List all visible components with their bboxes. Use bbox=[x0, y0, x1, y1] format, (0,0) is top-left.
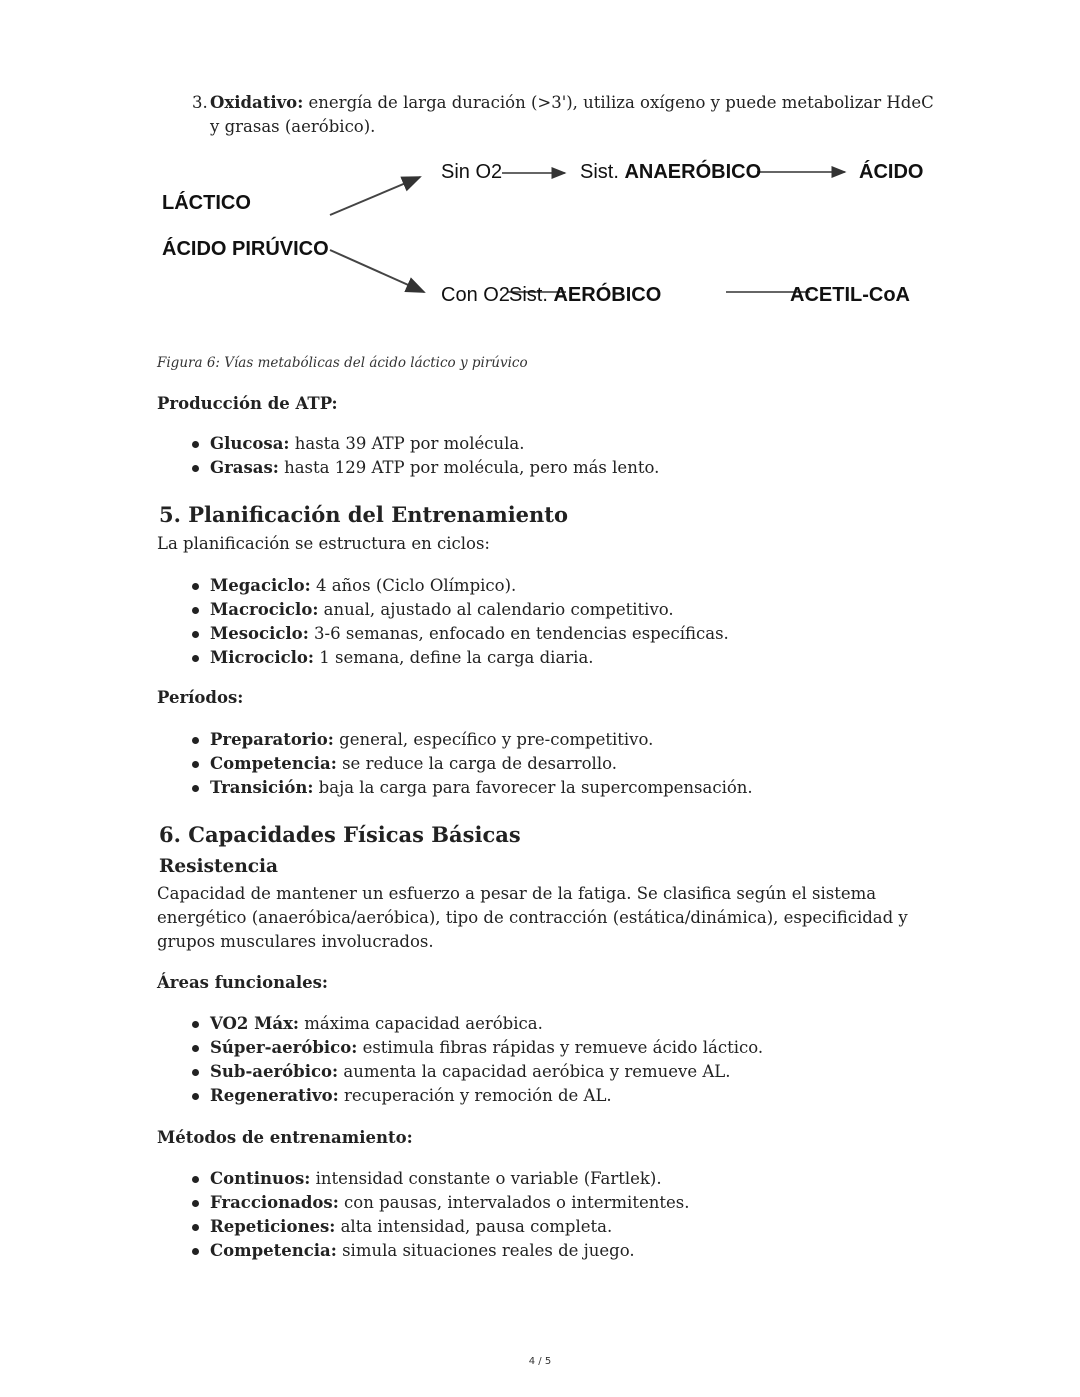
term: Macrociclo: bbox=[210, 600, 319, 619]
paragraph-line: Capacidad de mantener un esfuerzo a pesar de la fatiga. Se clasifica según el sistema bbox=[157, 884, 877, 903]
term: Sub-aeróbico: bbox=[210, 1062, 339, 1081]
arrow-down bbox=[330, 250, 424, 292]
atp-list bbox=[210, 432, 659, 480]
description: con pausas, intervalados o intermitentes. bbox=[338, 1193, 690, 1212]
list-item bbox=[210, 752, 753, 776]
label-con-o2: Con O2 bbox=[441, 284, 510, 306]
cycles-list bbox=[210, 574, 729, 670]
list-item bbox=[210, 622, 729, 646]
description: baja la carga para favorecer la supercompensación. bbox=[313, 778, 753, 797]
paragraph-line: grupos musculares involucrados. bbox=[157, 932, 434, 951]
description: intensidad constante o variable (Fartlek). bbox=[310, 1169, 662, 1188]
paragraph-line: energético (anaeróbica/aeróbica), tipo de contracción (estática/dinámica), especificidad y bbox=[157, 908, 908, 927]
description: energía de larga duración (>3'), utiliza oxígeno y puede metabolizar HdeC bbox=[303, 93, 934, 112]
label-sist-anaerobico bbox=[580, 161, 761, 184]
term: Súper-aeróbico: bbox=[210, 1038, 358, 1057]
description: estimula fibras rápidas y remueve ácido láctico. bbox=[357, 1038, 764, 1057]
methods-list bbox=[210, 1167, 689, 1263]
description: hasta 129 ATP por molécula, pero más lento. bbox=[278, 458, 660, 477]
label-acetil-coa: ACETIL-CoA bbox=[790, 284, 910, 306]
ordered-item-number: 3. bbox=[192, 93, 208, 112]
list-item bbox=[210, 1215, 689, 1239]
description: se reduce la carga de desarrollo. bbox=[336, 754, 617, 773]
term: Preparatorio: bbox=[210, 730, 334, 749]
periods-list bbox=[210, 728, 753, 800]
figure-caption: Figura 6: Vías metabólicas del ácido láctico y pirúvico bbox=[157, 355, 528, 371]
term: VO2 Máx: bbox=[210, 1014, 299, 1033]
areas-list bbox=[210, 1012, 763, 1108]
page-number: 4 / 5 bbox=[528, 1356, 552, 1367]
description: simula situaciones reales de juego. bbox=[336, 1241, 635, 1260]
list-item bbox=[210, 1036, 763, 1060]
term: Glucosa: bbox=[210, 434, 290, 453]
term: Regenerativo: bbox=[210, 1086, 339, 1105]
list-item bbox=[210, 728, 753, 752]
term: Oxidativo: bbox=[210, 93, 304, 112]
label-piruvico: ÁCIDO PIRÚVICO bbox=[162, 238, 329, 260]
term: Repeticiones: bbox=[210, 1217, 336, 1236]
list-item bbox=[210, 432, 659, 456]
section-6-heading: 6. Capacidades Físicas Básicas bbox=[159, 822, 521, 847]
list-item bbox=[210, 646, 729, 670]
label-sist-aerobico bbox=[509, 284, 661, 307]
list-item bbox=[210, 456, 659, 480]
list-item bbox=[210, 1239, 689, 1263]
description: general, específico y pre-competitivo. bbox=[333, 730, 654, 749]
label-acido: ÁCIDO bbox=[859, 161, 924, 183]
sist: Sist. bbox=[509, 284, 548, 306]
list-item bbox=[210, 598, 729, 622]
anaerobico: ANAERÓBICO bbox=[624, 161, 762, 183]
label-sin-o2: Sin O2 bbox=[441, 161, 503, 183]
sist: Sist. bbox=[580, 161, 619, 183]
description: hasta 39 ATP por molécula. bbox=[289, 434, 525, 453]
term: Megaciclo: bbox=[210, 576, 311, 595]
periods-label: Períodos: bbox=[157, 688, 244, 707]
term: Competencia: bbox=[210, 1241, 337, 1260]
list-item bbox=[210, 1191, 689, 1215]
ordered-item-continuation: y grasas (aeróbico). bbox=[210, 117, 376, 136]
list-item bbox=[210, 574, 729, 598]
arrow-up bbox=[330, 177, 420, 215]
description: 1 semana, define la carga diaria. bbox=[314, 648, 594, 667]
term: Transición: bbox=[210, 778, 314, 797]
description: alta intensidad, pausa completa. bbox=[335, 1217, 613, 1236]
term: Fraccionados: bbox=[210, 1193, 339, 1212]
description: aumenta la capacidad aeróbica y remueve AL. bbox=[338, 1062, 731, 1081]
areas-label: Áreas funcionales: bbox=[157, 973, 328, 992]
section-5-intro: La planificación se estructura en ciclos: bbox=[157, 534, 490, 553]
description: anual, ajustado al calendario competitivo. bbox=[318, 600, 674, 619]
term: Grasas: bbox=[210, 458, 279, 477]
description: máxima capacidad aeróbica. bbox=[299, 1014, 543, 1033]
term: Continuos: bbox=[210, 1169, 311, 1188]
resistencia-paragraph bbox=[157, 882, 908, 954]
list-item bbox=[210, 1167, 689, 1191]
description: recuperación y remoción de AL. bbox=[338, 1086, 612, 1105]
list-item bbox=[210, 1084, 763, 1108]
term: Mesociclo: bbox=[210, 624, 309, 643]
list-item bbox=[210, 1012, 763, 1036]
methods-label: Métodos de entrenamiento: bbox=[157, 1128, 413, 1147]
term: Microciclo: bbox=[210, 648, 315, 667]
label-lactico: LÁCTICO bbox=[162, 192, 251, 214]
description: 4 años (Ciclo Olímpico). bbox=[310, 576, 517, 595]
list-item bbox=[210, 776, 753, 800]
description: 3-6 semanas, enfocado en tendencias específicas. bbox=[308, 624, 729, 643]
resistencia-heading: Resistencia bbox=[159, 856, 279, 877]
term: Competencia: bbox=[210, 754, 337, 773]
atp-label: Producción de ATP: bbox=[157, 394, 338, 413]
aerobico: AERÓBICO bbox=[553, 284, 662, 306]
section-5-heading: 5. Planificación del Entrenamiento bbox=[159, 502, 569, 527]
list-item bbox=[210, 1060, 763, 1084]
